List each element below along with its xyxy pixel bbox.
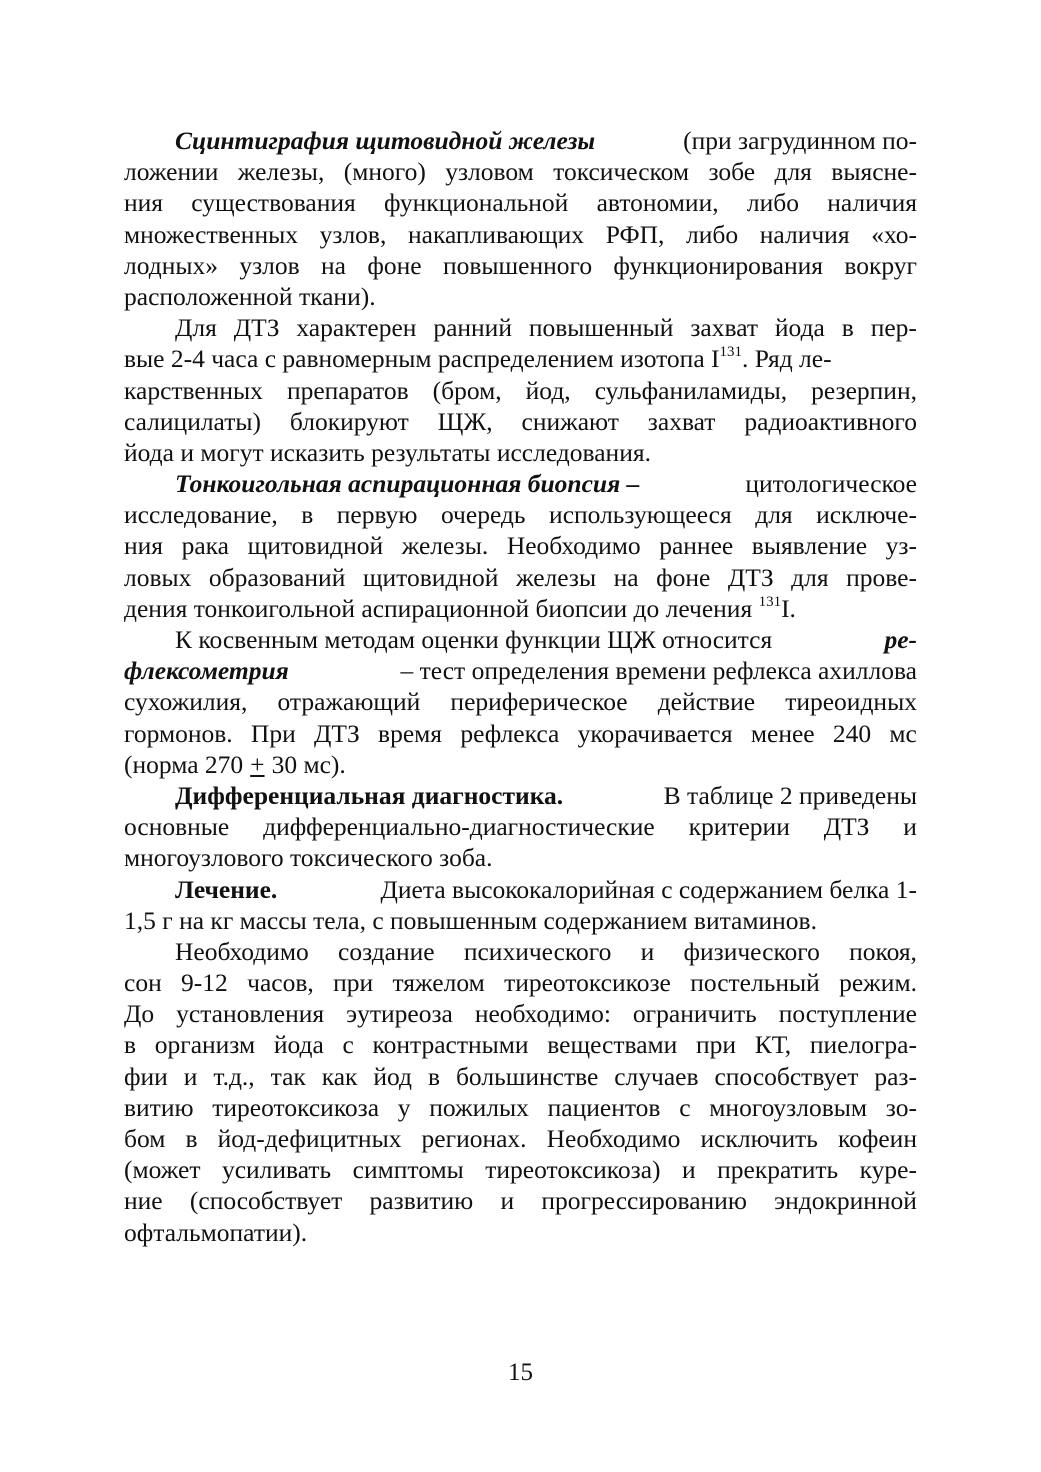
word: эндокринной [774, 1186, 917, 1216]
word: витию [124, 1092, 194, 1122]
word: дифференциально-диагностические [263, 812, 655, 842]
word: йод-дефицитных [217, 1124, 402, 1153]
word: пиелогра- [809, 1030, 917, 1060]
word: радиоактивного [744, 406, 917, 436]
word: зо- [885, 1092, 917, 1122]
word: прогрессированию [541, 1186, 747, 1216]
dtz-line-4 [124, 406, 917, 437]
word: укорачивается [577, 718, 733, 748]
scint-text-5 [124, 250, 917, 281]
word: узлов [239, 250, 300, 280]
word: усиливать [221, 1155, 332, 1185]
word: ДТЗ [727, 562, 774, 592]
word: и [640, 936, 655, 966]
word: наличия [759, 219, 850, 249]
word: в [427, 1061, 441, 1091]
word: йода [273, 1030, 324, 1060]
biopsy-text-5 [124, 593, 796, 624]
dtz-line-3 [124, 375, 917, 406]
word: эутиреоза [346, 999, 453, 1029]
word: железы [515, 562, 597, 592]
word: раннее [659, 531, 734, 561]
word: физического [683, 936, 820, 966]
word: пациентов [547, 1092, 661, 1122]
word: ловых [124, 562, 192, 592]
word: ДТЗ [314, 718, 360, 748]
word: первую [336, 500, 418, 530]
biopsy-text-4 [124, 562, 917, 593]
dtz-line-5 [124, 437, 917, 468]
word: накапливающих [407, 219, 585, 249]
word: функционирования [613, 250, 823, 280]
word: мс [889, 718, 917, 748]
plus-minus-sign: + [250, 749, 265, 779]
treatment-line-2 [124, 905, 917, 936]
rest-text-8 [124, 1154, 917, 1185]
scint-text-2 [124, 156, 917, 187]
diff-heading: Дифференциальная диагностика. [175, 780, 564, 810]
word: гормонов. [124, 718, 233, 748]
reflex-line-4 [124, 718, 917, 749]
rest-line-4 [124, 1029, 917, 1060]
rest-line-3 [124, 998, 917, 1029]
word: выявление [751, 531, 868, 561]
word: ложении [124, 157, 219, 187]
rest-text-1 [175, 936, 917, 967]
word: ния [124, 188, 164, 218]
rest-line-6 [124, 1092, 917, 1123]
word: организм [154, 1030, 256, 1060]
word: создание [338, 936, 435, 966]
word: у [397, 1092, 411, 1122]
word: контрастными [372, 1030, 529, 1060]
word: тиреотоксикоза [212, 1092, 380, 1122]
word: и [183, 1061, 198, 1091]
word: 9-12 [181, 968, 228, 998]
word: повышенного [442, 250, 593, 280]
word: прове- [846, 562, 917, 592]
dtz-text-2b: . Ряд ле- [742, 344, 832, 374]
word: автономии, [596, 188, 719, 218]
word: часов, [247, 968, 314, 998]
word: покоя, [849, 936, 917, 966]
dtz-line-2 [124, 343, 917, 374]
scint-text-3 [124, 187, 917, 218]
word: ДТЗ [823, 812, 870, 842]
isotope-superscript: 131 [719, 344, 743, 361]
biopsy-line-2 [124, 499, 917, 530]
word: ния [124, 531, 164, 561]
word: отражающий [277, 687, 421, 717]
word: (бром, [432, 375, 502, 405]
diff-line-3 [124, 842, 917, 873]
word: характерен [296, 313, 417, 343]
reflex-line-5 [124, 749, 917, 780]
word: в [301, 500, 314, 530]
word: Необходимо [546, 1124, 681, 1153]
reflex-text-3 [124, 686, 917, 717]
word: препаратов [286, 375, 409, 405]
rest-text-2 [124, 967, 917, 998]
dtz-line-1 [124, 312, 917, 343]
word: и [903, 812, 917, 842]
word: Необходимо [175, 936, 309, 966]
word: Необходимо [506, 531, 641, 561]
rest-line-10 [124, 1217, 917, 1248]
word: ние [124, 1186, 163, 1216]
word: уз- [885, 531, 917, 561]
word: резерпин, [811, 375, 917, 405]
rest-line-2 [124, 967, 917, 998]
word: на [613, 562, 639, 592]
word: РФП, [605, 219, 665, 249]
word: железы, [237, 157, 325, 187]
word: как [321, 1061, 358, 1091]
word: установления [176, 999, 325, 1029]
word: регионах. [421, 1124, 527, 1153]
dtz-text-3 [124, 375, 917, 406]
word: фоне [367, 250, 422, 280]
isotope-superscript: 131 [758, 593, 782, 610]
word: йод, [525, 375, 571, 405]
word: карственных [124, 375, 263, 405]
word: йода [774, 313, 825, 343]
word: выясне- [831, 157, 917, 187]
word: токсическом [553, 157, 690, 187]
word: и [500, 1186, 515, 1216]
rest-line-9 [124, 1185, 917, 1216]
scint-text-6: расположенной ткани). [124, 281, 376, 311]
treatment-line-1 [124, 874, 917, 905]
word: развитию [369, 1186, 474, 1216]
reflex-text-2: – тест определения времени рефлекса ахиллова [400, 656, 917, 686]
dtz-text-4 [124, 406, 917, 437]
word: при [696, 1030, 737, 1060]
biopsy-line-3 [124, 530, 917, 561]
word: захват [647, 406, 716, 436]
reflex-line-3 [124, 686, 917, 717]
word: критерии [688, 812, 790, 842]
word: менее [750, 718, 815, 748]
dtz-text-5: йода и могут исказить результаты исследования. [124, 437, 651, 467]
word: либо [746, 188, 799, 218]
word: большинстве [455, 1061, 599, 1091]
page-body [124, 125, 917, 1248]
word: сухожилия, [124, 687, 248, 717]
rest-text-9 [124, 1185, 917, 1216]
word: исключить [700, 1124, 818, 1153]
biopsy-text-1: цитологическое [745, 469, 917, 499]
word: функциональной [384, 188, 569, 218]
dtz-text-2a: вые 2-4 часа с равномерным распределением изотопа I [124, 344, 720, 374]
reflex-norm-suffix: 30 мс). [271, 749, 346, 779]
scint-line-3 [124, 187, 917, 218]
treatment-text-2: 1,5 г на кг массы тела, с повышенным содержанием витаминов. [124, 905, 817, 935]
biopsy-heading: Тонкоигольная аспирационная биопсия – [175, 469, 640, 499]
biopsy-text-3 [124, 530, 917, 561]
scint-line-2 [124, 156, 917, 187]
dtz-text-2 [124, 343, 832, 374]
word: психического [463, 936, 612, 966]
word: рефлекса [460, 718, 560, 748]
word: лодных» [124, 250, 218, 280]
diff-line-1 [124, 780, 917, 811]
word: наличия [827, 188, 917, 218]
word: тиреотоксикоза) [485, 1155, 661, 1185]
word: КТ, [754, 1030, 792, 1060]
word: (способствует [189, 1186, 343, 1216]
diff-text-2 [124, 811, 917, 842]
reflex-norm-prefix: (норма 270 [124, 749, 244, 779]
rest-text-3 [124, 998, 917, 1029]
word: очередь [440, 500, 526, 530]
word: исследование, [124, 500, 278, 530]
reflex-line-2 [124, 655, 917, 686]
word: существования [191, 188, 356, 218]
reflex-line-1 [124, 624, 917, 655]
word: образований [208, 562, 346, 592]
biopsy-line-1 [124, 468, 917, 499]
scint-line-1 [124, 125, 917, 156]
word: при [333, 968, 374, 998]
word: использующееся [549, 500, 732, 530]
word: (может [124, 1155, 201, 1185]
diff-line-2 [124, 811, 917, 842]
word: в [124, 1030, 137, 1060]
rest-line-5 [124, 1061, 917, 1092]
word: с [342, 1030, 354, 1060]
word: ограничить [632, 999, 757, 1029]
word: в [841, 313, 854, 343]
word: постельный [690, 968, 820, 998]
rest-text-5 [124, 1061, 917, 1092]
word: на [321, 250, 346, 280]
word: основные [124, 812, 230, 842]
word: тяжелом [392, 968, 485, 998]
scint-line-5 [124, 250, 917, 281]
word: щитовидной [247, 531, 384, 561]
page-number: 15 [508, 1359, 533, 1386]
word: (много) [343, 157, 426, 187]
diff-text-3: многоузлового токсического зоба. [124, 843, 493, 873]
word: вокруг [844, 250, 917, 280]
word: исключе- [816, 500, 917, 530]
word: кофеин [838, 1124, 917, 1153]
reflex-text-1: К косвенным методам оценки функции ЩЖ относится [175, 625, 773, 654]
word: рака [181, 531, 229, 561]
word: веществами [547, 1030, 678, 1060]
biopsy-text-5a: дения тонкоигольной аспирационной биопсии до лечения [124, 593, 759, 623]
word: с [679, 1092, 691, 1122]
biopsy-line-5 [124, 593, 917, 624]
word: захват [690, 313, 759, 343]
word: т.д., [213, 1061, 255, 1091]
word: раз- [874, 1061, 917, 1091]
word: 240 [832, 718, 872, 748]
word: снижают [521, 406, 619, 436]
word: для [774, 157, 812, 187]
word: тиреоидных [785, 687, 917, 717]
rest-text-4 [124, 1029, 917, 1060]
rest-line-8 [124, 1154, 917, 1185]
word: симптомы [352, 1155, 464, 1185]
word: йод [373, 1061, 413, 1091]
diff-text-1: В таблице 2 приведены [663, 780, 917, 810]
reflex-text-4 [124, 718, 917, 749]
reflex-term-part-1: ре- [884, 625, 917, 654]
word: До [124, 999, 155, 1029]
word: и [681, 1155, 696, 1185]
treatment-text-1: Диета высококалорийная с содержанием белка 1- [380, 874, 917, 904]
biopsy-line-4 [124, 562, 917, 593]
word: сульфаниламиды, [594, 375, 788, 405]
word: куре- [859, 1155, 917, 1185]
rest-line-1 [124, 936, 917, 967]
treatment-heading: Лечение. [175, 874, 278, 904]
word: режим. [839, 968, 917, 998]
word: ЩЖ, [437, 406, 493, 436]
word: узлов, [319, 219, 387, 249]
word: Для [175, 313, 217, 343]
word: повышенный [528, 313, 674, 343]
word: блокируют [289, 406, 409, 436]
word: случаев [614, 1061, 699, 1091]
scint-line-6 [124, 281, 917, 312]
rest-line-7 [124, 1123, 917, 1154]
word: так [270, 1061, 306, 1091]
word: прекратить [717, 1155, 839, 1185]
word: способствует [714, 1061, 859, 1091]
scint-text-4 [124, 219, 917, 250]
word: щитовидной [362, 562, 499, 592]
word: бом [124, 1124, 166, 1153]
scint-line-4 [124, 219, 917, 250]
biopsy-text-2 [124, 499, 917, 530]
word: пер- [870, 313, 917, 343]
word: фоне [656, 562, 711, 592]
word: ранний [433, 313, 512, 343]
word: пожилых [429, 1092, 529, 1122]
scint-heading: Сцинтиграфия щитовидной железы [175, 126, 596, 155]
word: либо [686, 219, 739, 249]
dtz-text-1 [175, 312, 917, 343]
word: «хо- [871, 219, 917, 249]
word: время [378, 718, 443, 748]
word: узловом [445, 157, 534, 187]
word: многоузловым [709, 1092, 868, 1122]
rest-text-7 [124, 1123, 917, 1154]
scint-text-1: (при загрудинном по- [683, 126, 917, 155]
word: в [185, 1124, 198, 1153]
word: действие [657, 687, 756, 717]
word: салицилаты) [124, 406, 261, 436]
word: множественных [124, 219, 298, 249]
word: железы. [401, 531, 489, 561]
word: для [791, 562, 829, 592]
word: периферическое [450, 687, 628, 717]
word: необходимо: [474, 999, 611, 1029]
word: При [250, 718, 296, 748]
word: поступление [778, 999, 917, 1029]
rest-text-6 [124, 1092, 917, 1123]
word: тиреотоксикозе [504, 968, 671, 998]
biopsy-text-5b: I. [781, 593, 796, 623]
word: сон [124, 968, 162, 998]
rest-text-10: офтальмопатии). [124, 1217, 308, 1247]
word: фии [124, 1061, 168, 1091]
word: ДТЗ [233, 313, 280, 343]
word: зобе [708, 157, 756, 187]
reflex-term-part-2: флексометрия [124, 656, 289, 686]
word: для [755, 500, 793, 530]
